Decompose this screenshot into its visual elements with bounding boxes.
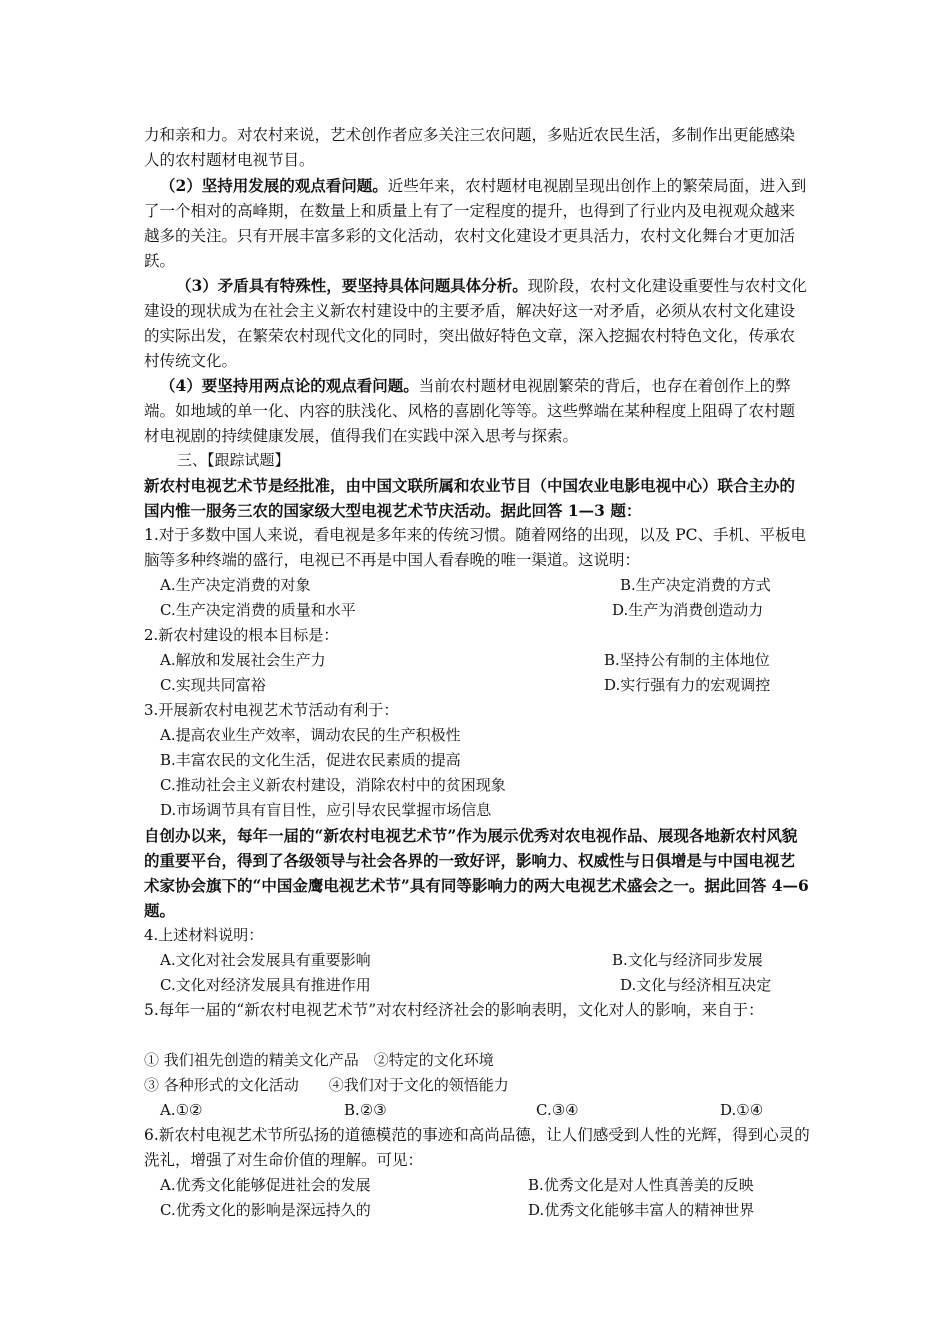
point-3-heading: （3）矛盾具有特殊性，要坚持具体问题具体分析。 <box>176 276 528 295</box>
q6-option-b: B.优秀文化是对人性真善美的反映 <box>528 1176 754 1194</box>
q5-item-2: ③ 各种形式的文化活动 ④我们对于文化的领悟能力 <box>144 1076 509 1094</box>
point-4-body: 当前农村题材电视剧繁荣的背后，也存在着创作上的弊端。如地域的单一化、内容的肤浅化、风格的喜剧化等等。这些弊端在某种程度上阻碍了农村题材电视剧的持续健康发展，值得我们在实践中深入思考与探索。 <box>144 377 796 445</box>
question-6-stem: 6.新农村电视艺术节所弘扬的道德模范的事迹和高尚品德，让人们感受到人性的光辉，得到心灵的洗礼，增强了对生命价值的理解。可见： <box>144 1126 810 1169</box>
point-2-body: 近些年来，农村题材电视剧呈现出创作上的繁荣局面，进入到了一个相对的高峰期，在数量上和质量上有了一定程度的提升，也得到了行业内及电视观众越来越多的关注。只有开展丰富多彩的文化活动，农村文化建设才更具活力，农村文化舞台才更加活跃。 <box>144 177 807 270</box>
point-4-heading: （4）要坚持用两点论的观点看问题。 <box>160 376 419 395</box>
q1-option-a: A.生产决定消费的对象 <box>160 576 311 594</box>
q4-option-b: B.文化与经济同步发展 <box>612 951 763 969</box>
q5-option-b: B.②③ <box>344 1101 387 1119</box>
section-title: 三、【跟踪试题】 <box>177 451 290 469</box>
q2-option-b: B.坚持公有制的主体地位 <box>604 651 770 669</box>
point-3-paragraph <box>144 273 810 374</box>
q1-option-d: D.生产为消费创造动力 <box>612 601 764 619</box>
q2-option-c: C.实现共同富裕 <box>160 676 266 694</box>
question-4-stem: 4.上述材料说明： <box>144 926 264 944</box>
q3-option-c: C.推动社会主义新农村建设，消除农村中的贫困现象 <box>160 776 506 794</box>
point-2-paragraph <box>144 173 810 274</box>
q4-option-d: D.文化与经济相互决定 <box>620 976 772 994</box>
q5-option-c: C.③④ <box>536 1101 579 1119</box>
point-2-heading: （2）坚持用发展的观点看问题。 <box>160 176 388 195</box>
q1-option-c: C.生产决定消费的质量和水平 <box>160 601 356 619</box>
q6-option-c: C.优秀文化的影响是深远持久的 <box>160 1201 371 1219</box>
intro-paragraph: 力和亲和力。对农村来说，艺术创作者应多关注三农问题，多贴近农民生活，多制作出更能感染人的农村题材电视节目。 <box>144 126 796 169</box>
material-2: 自创办以来，每年一届的“新农村电视艺术节”作为展示优秀对农电视作品、展现各地新农村风貌的重要平台，得到了各级领导与社会各界的一致好评，影响力、权威性与日俱增是与中国电视艺术家协会旗下的“中国金鹰电视艺术节”具有同等影响力的两大电视艺术盛会之一。据此回答 4—6 题。 <box>144 826 809 920</box>
q5-option-d: D.①④ <box>720 1101 764 1119</box>
point-3-body: 现阶段，农村文化建设重要性与农村文化建设的现状成为在社会主义新农村建设中的主要矛盾，解决好这一对矛盾，必须从农村文化建设的实际出发，在繁荣农村现代文化的同时，突出做好特色文章，深入挖掘农村特色文化，传承农村传统文化。 <box>144 277 807 370</box>
q3-option-b: B.丰富农民的文化生活，促进农民素质的提高 <box>160 751 461 769</box>
question-2-stem: 2.新农村建设的根本目标是： <box>144 626 339 644</box>
point-4-paragraph <box>144 373 810 449</box>
material-1: 新农村电视艺术节是经批准，由中国文联所属和农业节目（中国农业电影电视中心）联合主办的国内惟一服务三农的国家级大型电视艺术节庆活动。据此回答 1—3 题： <box>144 476 796 520</box>
q4-option-a: A.文化对社会发展具有重要影响 <box>160 951 371 969</box>
q3-option-d: D.市场调节具有盲目性，应引导农民掌握市场信息 <box>160 801 492 819</box>
q2-option-a: A.解放和发展社会生产力 <box>160 651 326 669</box>
question-1-stem: 1.对于多数中国人来说，看电视是多年来的传统习惯。随着网络的出现，以及 PC、手机、平板电脑等多种终端的盛行，电视已不再是中国人看春晚的唯一渠道。这说明： <box>144 526 807 569</box>
q1-option-b: B.生产决定消费的方式 <box>620 576 771 594</box>
q2-option-d: D.实行强有力的宏观调控 <box>604 676 771 694</box>
q4-option-c: C.文化对经济发展具有推进作用 <box>160 976 371 994</box>
q3-option-a: A.提高农业生产效率，调动农民的生产积极性 <box>160 726 461 744</box>
q5-option-a: A.①② <box>160 1101 203 1119</box>
question-3-stem: 3.开展新农村电视艺术节活动有利于： <box>144 701 399 719</box>
q6-option-a: A.优秀文化能够促进社会的发展 <box>160 1176 371 1194</box>
q6-option-d: D.优秀文化能够丰富人的精神世界 <box>528 1201 755 1219</box>
question-5-stem: 5.每年一届的“新农村电视艺术节”对农村经济社会的影响表明，文化对人的影响，来自于： <box>144 1001 764 1019</box>
q5-item-1: ① 我们祖先创造的精美文化产品 ②特定的文化环境 <box>144 1051 494 1069</box>
